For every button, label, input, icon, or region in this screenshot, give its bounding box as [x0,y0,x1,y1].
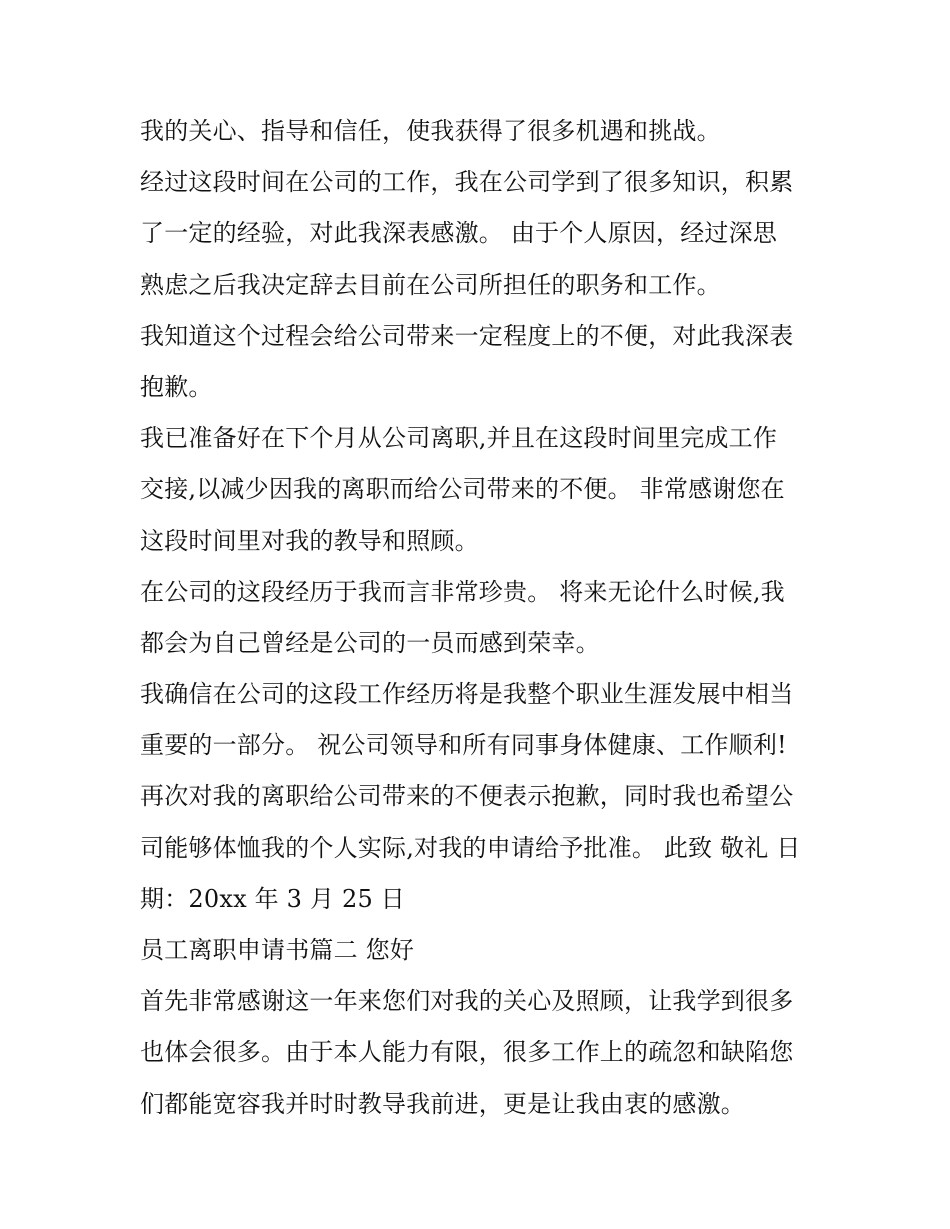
text-line: 司能够体恤我的个人实际,对我的申请给予批准。 此致 敬礼 日 [140,833,801,862]
text-line: 首先非常感谢这一年来您们对我的关心及照顾，让我学到很多 [140,987,794,1016]
text-line: 重要的一部分。 祝公司领导和所有同事身体健康、工作顺利! [140,731,787,760]
text-line: 我的关心、指导和信任，使我获得了很多机遇和挑战。 [140,117,721,145]
text-line: 也体会很多。由于本人能力有限，很多工作上的疏忽和缺陷您 [140,1038,794,1067]
text-line: 再次对我的离职给公司带来的不便表示抱歉，同时我也希望公 [140,782,794,811]
text-line: 们都能宽容我并时时教导我前进，更是让我由衷的感激。 [140,1089,745,1118]
date-line: 期：20xx 年 3 月 25 日 [140,884,405,913]
text-line: 了一定的经验，对此我深表感激。 由于个人原因，经过深思 [140,219,778,248]
text-line: 在公司的这段经历于我而言非常珍贵。 将来无论什么时候,我 [140,577,785,606]
document-body [140,106,820,1130]
section-heading: 员工离职申请书篇二 您好 [140,936,415,964]
text-line: 熟虑之后我决定辞去目前在公司所担任的职务和工作。 [140,270,721,299]
text-line: 经过这段时间在公司的工作，我在公司学到了很多知识，积累 [140,168,794,197]
text-line: 抱歉。 [140,372,213,401]
text-line: 我确信在公司的这段工作经历将是我整个职业生涯发展中相当 [140,680,794,709]
text-line: 我已准备好在下个月从公司离职,并且在这段时间里完成工作 [140,424,778,453]
text-line: 我知道这个过程会给公司带来一定程度上的不便，对此我深表 [140,321,794,350]
text-line: 都会为自己曾经是公司的一员而感到荣幸。 [140,628,600,657]
text-line: 交接,以减少因我的离职而给公司带来的不便。 非常感谢您在 [140,475,785,504]
text-line: 这段时间里对我的教导和照顾。 [140,526,479,555]
